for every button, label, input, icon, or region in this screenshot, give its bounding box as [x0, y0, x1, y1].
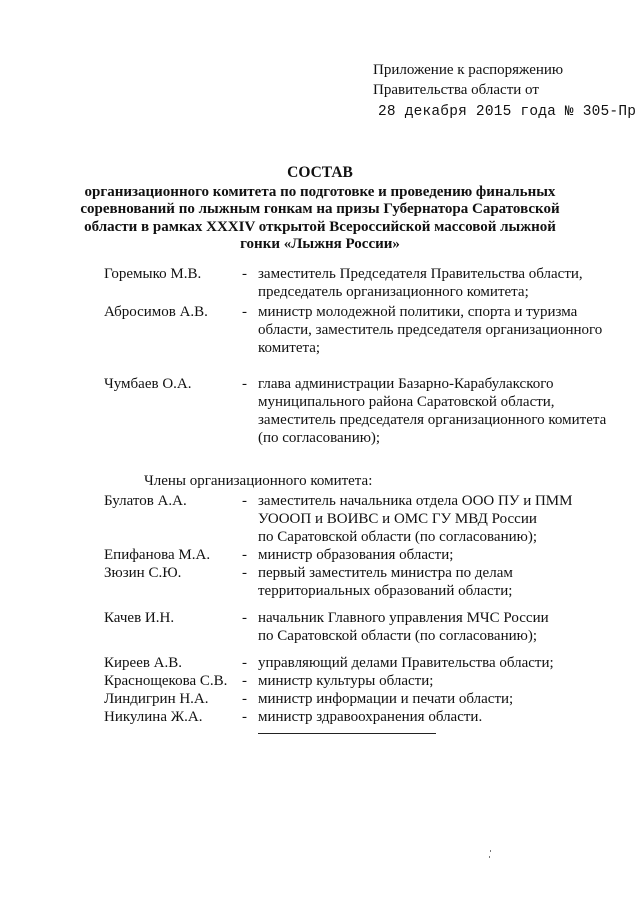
- position-line: по Саратовской области (по согласованию);: [258, 628, 538, 644]
- roster-entry: [104, 492, 604, 546]
- position-line: министр здравоохранения области.: [258, 709, 483, 725]
- annex-line-2: Правительства области от: [373, 82, 539, 98]
- scan-speck: [490, 850, 491, 852]
- closing-rule: [258, 733, 436, 734]
- position-line: комитета;: [258, 340, 321, 356]
- entry-dash: -: [242, 304, 247, 320]
- entry-dash: -: [242, 610, 247, 626]
- entry-dash: -: [242, 691, 247, 707]
- position-line: по Саратовской области (по согласованию);: [258, 529, 538, 545]
- position-line: министр образования области;: [258, 547, 454, 563]
- document-heading: [80, 164, 560, 254]
- position-line: начальник Главного управления МЧС России: [258, 610, 549, 626]
- member-position: [258, 672, 604, 690]
- member-position: [258, 609, 604, 645]
- roster-entry: [104, 708, 604, 726]
- member-position: [258, 654, 604, 672]
- member-name: Зюзин С.Ю.: [104, 565, 182, 581]
- roster-entry: [104, 375, 607, 447]
- roster-entry: [104, 690, 604, 708]
- entry-dash: -: [242, 266, 247, 282]
- member-name: Линдигрин Н.А.: [104, 691, 209, 707]
- member-position: [258, 708, 604, 726]
- entry-dash: -: [242, 547, 247, 563]
- roster-entry: [104, 564, 604, 600]
- position-line: территориальных образований области;: [258, 583, 513, 599]
- member-position: [258, 690, 604, 708]
- document-subtitle-line: организационного комитета по подготовке и проведению финальных: [84, 183, 556, 200]
- member-name: Чумбаев О.А.: [104, 376, 192, 392]
- annex-date-number: 28 декабря 2015 года № 305-Пр: [378, 104, 637, 120]
- position-line: области, заместитель председателя организационного: [258, 322, 603, 338]
- roster-entry: [104, 654, 604, 672]
- roster-entry: [104, 609, 604, 645]
- roster-entry: [104, 265, 604, 301]
- annex-line-1: Приложение к распоряжению: [373, 62, 564, 78]
- member-position: [258, 265, 604, 301]
- document-subtitle-line: области в рамках XXXIV открытой Всероссийской массовой лыжной: [84, 218, 556, 235]
- member-name: Булатов А.А.: [104, 493, 187, 509]
- scan-speck: [489, 856, 490, 858]
- position-line: глава администрации Базарно-Карабулакского: [258, 376, 554, 392]
- committee-roster: [104, 265, 607, 726]
- position-line: министр информации и печати области;: [258, 691, 514, 707]
- entry-dash: -: [242, 673, 247, 689]
- member-name: Горемыко М.В.: [104, 266, 202, 282]
- entry-dash: -: [242, 565, 247, 581]
- position-line: заместитель Председателя Правительства области,: [258, 266, 583, 282]
- roster-entry: [104, 303, 604, 357]
- position-line: заместитель начальника отдела ООО ПУ и ПММ: [258, 493, 573, 509]
- members-label: Члены организационного комитета:: [144, 473, 373, 489]
- entry-dash: -: [242, 376, 247, 392]
- member-name: Качев И.Н.: [104, 610, 175, 626]
- position-line: председатель организационного комитета;: [258, 284, 529, 300]
- member-position: [258, 546, 604, 564]
- entry-dash: -: [242, 655, 247, 671]
- position-line: управляющий делами Правительства области;: [258, 655, 554, 671]
- position-line: министр культуры области;: [258, 673, 434, 689]
- entry-dash: -: [242, 709, 247, 725]
- member-position: [258, 564, 604, 600]
- member-name: Епифанова М.А.: [104, 547, 211, 563]
- member-position: [258, 492, 604, 546]
- position-line: (по согласованию);: [258, 430, 381, 446]
- position-line: муниципального района Саратовской области,: [258, 394, 555, 410]
- member-name: Никулина Ж.А.: [104, 709, 203, 725]
- document-title: СОСТАВ: [287, 164, 353, 181]
- annex-note: [373, 60, 636, 122]
- position-line: первый заместитель министра по делам: [258, 565, 513, 581]
- member-name: Киреев А.В.: [104, 655, 183, 671]
- member-position: [258, 375, 606, 447]
- member-position: [258, 303, 604, 357]
- member-name: Краснощекова С.В.: [104, 673, 228, 689]
- position-line: заместитель председателя организационного комитета: [258, 412, 607, 428]
- position-line: министр молодежной политики, спорта и туризма: [258, 304, 578, 320]
- document-subtitle-line: гонки «Лыжня России»: [240, 236, 400, 252]
- roster-entry: [104, 546, 604, 564]
- member-name: Абросимов А.В.: [104, 304, 208, 320]
- entry-dash: -: [242, 493, 247, 509]
- position-line: УОООП и ВОИВС и ОМС ГУ МВД России: [258, 511, 537, 527]
- document-subtitle-line: соревнований по лыжным гонкам на призы Губернатора Саратовской: [80, 201, 560, 217]
- roster-entry: [104, 672, 604, 690]
